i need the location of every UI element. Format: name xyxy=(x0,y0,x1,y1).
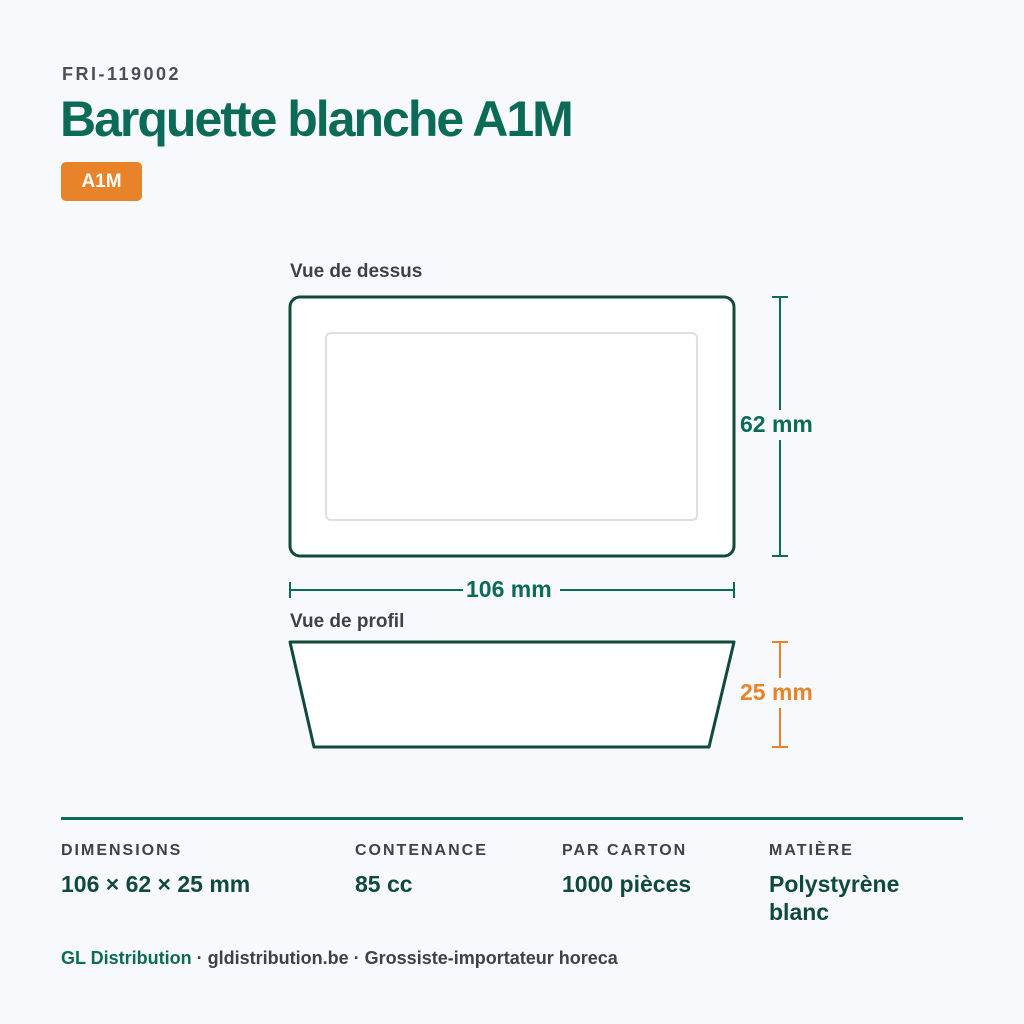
spec-label: CONTENANCE xyxy=(355,842,488,859)
spec-value: 85 cc xyxy=(355,871,413,897)
top-view-inner-rim xyxy=(326,333,697,520)
height-dimension-label: 25 mm xyxy=(740,679,813,705)
section-divider xyxy=(61,817,963,820)
spec-label: MATIÈRE xyxy=(769,842,854,859)
spec-value: Polystyrène blanc xyxy=(769,871,900,925)
depth-dimension-label: 62 mm xyxy=(740,411,813,437)
spec-value: 106 × 62 × 25 mm xyxy=(61,871,251,897)
product-title: Barquette blanche A1M xyxy=(60,91,572,147)
footer xyxy=(61,948,618,969)
profile-view-outline xyxy=(290,642,734,747)
width-dimension-label: 106 mm xyxy=(466,576,552,602)
footer-brand: GL Distribution xyxy=(61,948,192,968)
spec-label: PAR CARTON xyxy=(562,842,688,859)
spec-label: DIMENSIONS xyxy=(61,842,183,859)
spec-per-carton xyxy=(562,842,742,898)
spec-dimensions xyxy=(61,842,321,898)
product-sku: FRI-119002 xyxy=(62,64,182,84)
profile-view-label: Vue de profil xyxy=(290,611,405,632)
footer-tagline: Grossiste-importateur horeca xyxy=(364,948,618,968)
footer-separator: · xyxy=(191,948,208,968)
spec-capacity xyxy=(355,842,535,898)
spec-value: 1000 pièces xyxy=(562,871,692,897)
footer-website: gldistribution.be xyxy=(207,948,349,968)
spec-material xyxy=(769,842,934,926)
top-view-label: Vue de dessus xyxy=(290,261,423,282)
footer-separator: · xyxy=(348,948,365,968)
product-badge: A1M xyxy=(61,162,142,201)
